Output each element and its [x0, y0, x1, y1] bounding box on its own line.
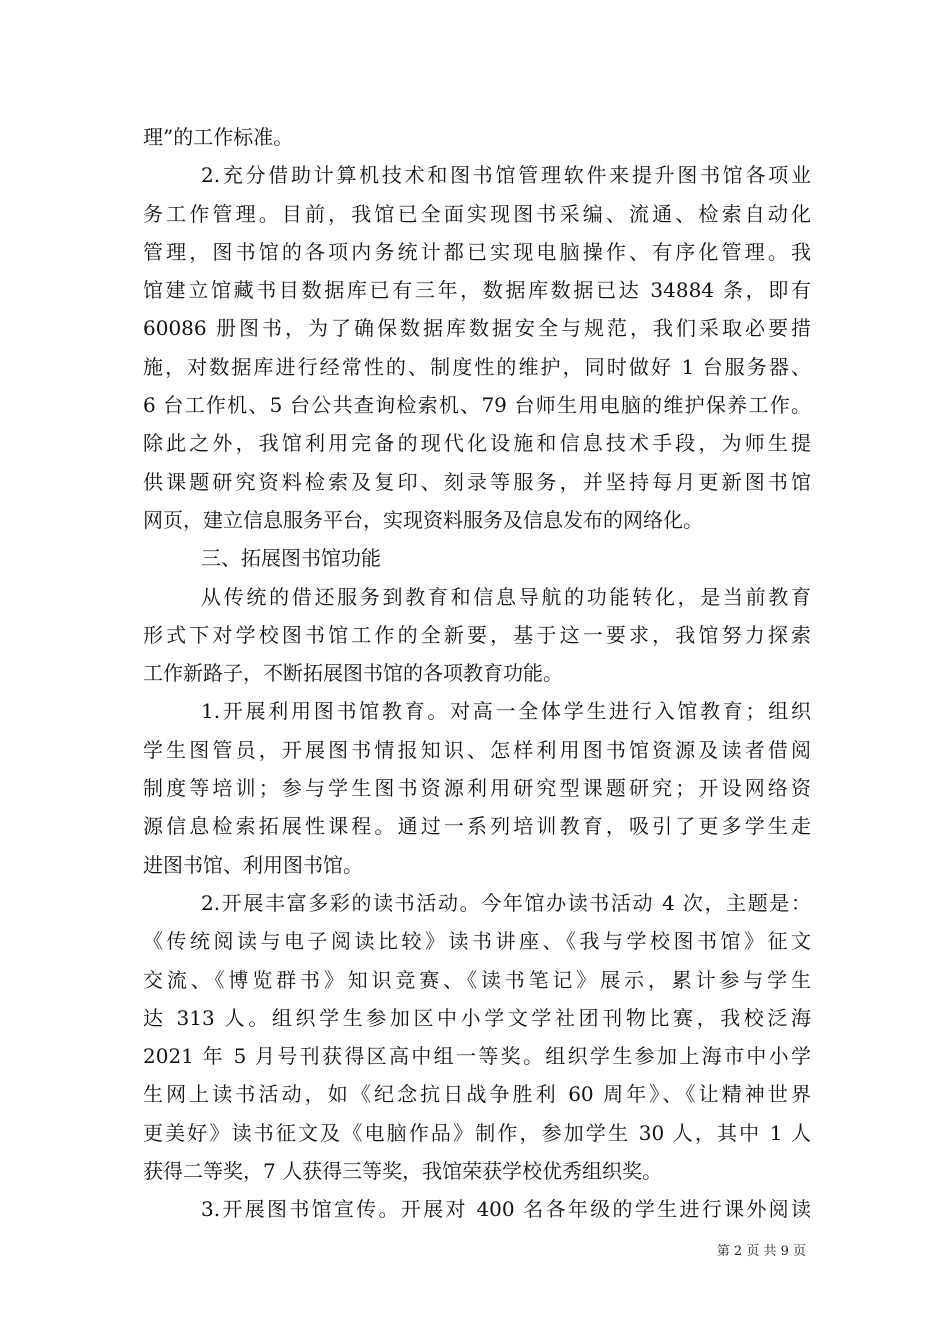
text-line: 施，对数据库进行经常性的、制度性的维护，同时做好 1 台服务器、 — [143, 354, 811, 379]
text-line: 务工作管理。目前，我馆已全面实现图书采编、流通、检索自动化 — [143, 201, 811, 226]
text-line: 2021 年 5 月号刊获得区高中组一等奖。组织学生参加上海市中小学 — [143, 1044, 811, 1069]
text-line: 获得二等奖，7 人获得三等奖，我馆荣获学校优秀组织奖。 — [143, 1159, 663, 1184]
text-line: 工作新路子，不断拓展图书馆的各项教育功能。 — [143, 661, 563, 686]
text-line: 制度等培训；参与学生图书资源利用研究型课题研究；开设网络资 — [143, 776, 811, 801]
text-line: 3.开展图书馆宣传。开展对 400 名各年级的学生进行课外阅读 — [201, 1197, 811, 1222]
text-line: 60086 册图书，为了确保数据库数据安全与规范，我们采取必要措 — [143, 316, 811, 341]
text-line: 交流、《博览群书》知识竞赛、《读书笔记》展示，累计参与学生 — [143, 967, 811, 992]
text-line: 学生图管员，开展图书情报知识、怎样利用图书馆资源及读者借阅 — [143, 737, 811, 762]
text-line: 2.开展丰富多彩的读书活动。今年馆办读书活动 4 次，主题是： — [201, 890, 811, 915]
text-line: 形式下对学校图书馆工作的全新要，基于这一要求，我馆努力探索 — [143, 622, 811, 647]
text-line: 2.充分借助计算机技术和图书馆管理软件来提升图书馆各项业 — [201, 163, 811, 188]
text-line: 1.开展利用图书馆教育。对高一全体学生进行入馆教育；组织 — [201, 699, 811, 724]
text-line: 网页，建立信息服务平台，实现资料服务及信息发布的网络化。 — [143, 507, 703, 532]
document-body — [143, 118, 811, 1229]
page-number: 第 2 页 共 9 页 — [716, 1244, 806, 1259]
text-line: 生网上读书活动，如《纪念抗日战争胜利 60 周年》、《让精神世界 — [143, 1082, 811, 1107]
text-line: 更美好》读书征文及《电脑作品》制作，参加学生 30 人，其中 1 人 — [143, 1120, 811, 1145]
text-line: 除此之外，我馆利用完备的现代化设施和信息技术手段，为师生提 — [143, 431, 811, 456]
text-line: 源信息检索拓展性课程。通过一系列培训教育，吸引了更多学生走 — [143, 814, 811, 839]
text-line: 达 313 人。组织学生参加区中小学文学社团刊物比赛，我校泛海 — [143, 1005, 811, 1030]
text-line: 馆建立馆藏书目数据库已有三年，数据库数据已达 34884 条，即有 — [143, 278, 811, 303]
text-line: 供课题研究资料检索及复印、刻录等服务，并坚持每月更新图书馆 — [143, 469, 811, 494]
text-line: 《传统阅读与电子阅读比较》读书讲座、《我与学校图书馆》征文 — [143, 929, 811, 954]
text-line: 进图书馆、利用图书馆。 — [143, 852, 363, 877]
text-line: 从传统的借还服务到教育和信息导航的功能转化，是当前教育 — [201, 584, 811, 609]
text-line: 管理，图书馆的各项内务统计都已实现电脑操作、有序化管理。我 — [143, 239, 811, 264]
text-line: 三、拓展图书馆功能 — [201, 546, 381, 571]
text-line: 6 台工作机、5 台公共查询检索机、79 台师生用电脑的维护保养工作。 — [143, 393, 811, 418]
text-line: 理”的工作标准。 — [143, 125, 294, 149]
